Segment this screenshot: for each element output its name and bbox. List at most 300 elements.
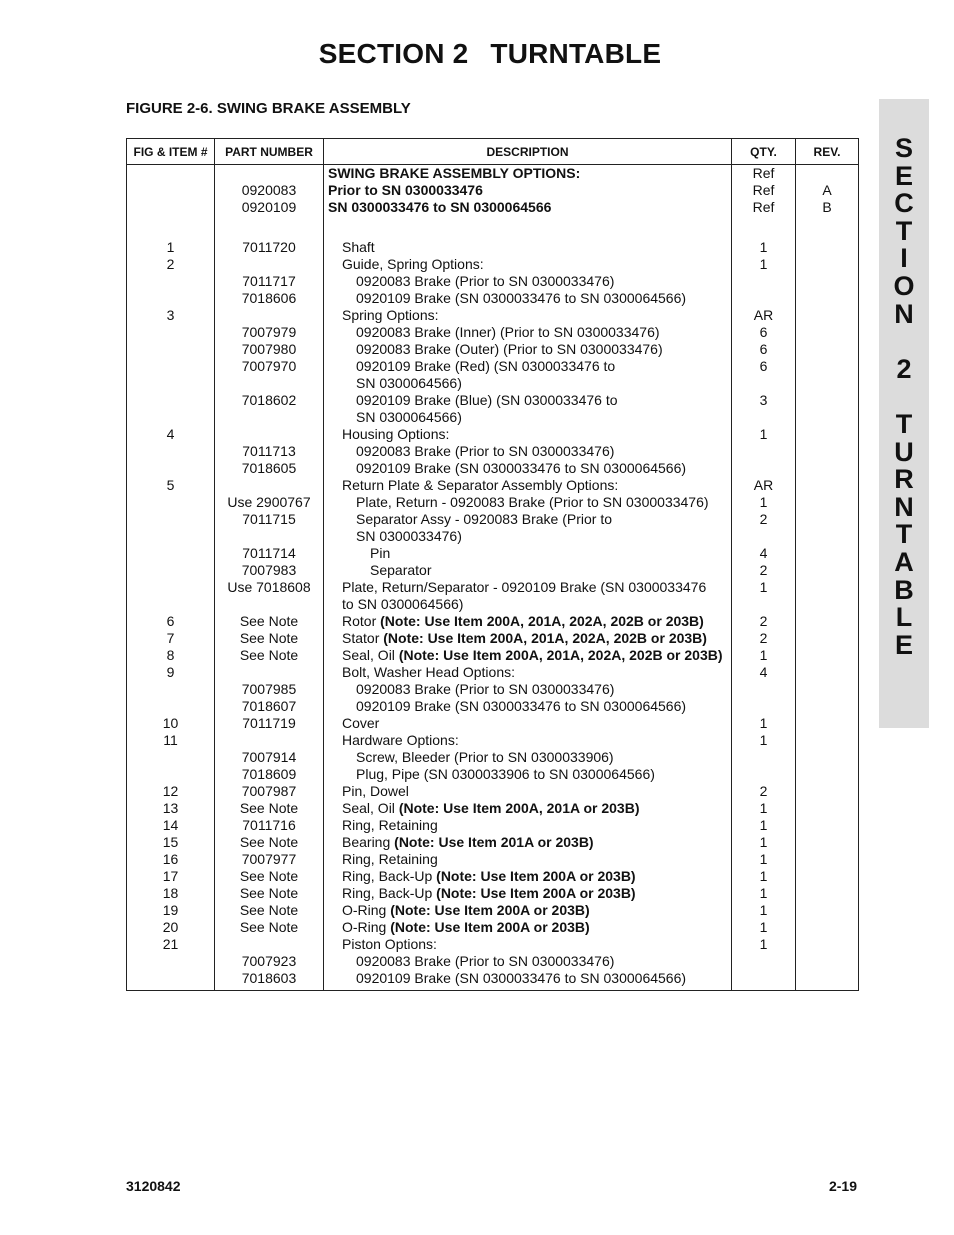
quantity-cell: AR [732,307,796,324]
part-number-cell: 7011719 [215,715,324,732]
description-cell [324,936,732,953]
part-number-cell: 7007970 [215,358,324,392]
table-row [127,392,859,426]
page-title [0,38,954,70]
description-note: (Note: Use Item 200A or 203B) [390,902,590,918]
side-tab-letter: T [895,215,913,246]
table-row [127,936,859,953]
item-number-cell: 10 [127,715,215,732]
side-tab-letter: T [895,519,913,550]
quantity-cell [732,749,796,766]
table-header-row [127,139,859,165]
part-number-cell: 7011714 [215,545,324,562]
side-tab-letter: C [894,188,914,219]
quantity-cell: 1 [732,426,796,443]
table-row [127,749,859,766]
side-tab-letter: O [893,270,915,301]
part-number-cell: 7007987 [215,783,324,800]
part-number-cell: See Note [215,613,324,630]
description-cell [324,647,732,664]
description-cell [324,477,732,494]
description-cell [324,902,732,919]
quantity-cell: 1 [732,732,796,749]
item-number-cell: 9 [127,664,215,681]
table-row [127,851,859,868]
part-number-cell: 7011720 [215,216,324,256]
description-cell [324,953,732,970]
table-row [127,579,859,613]
table-row [127,817,859,834]
description-text: Pin [370,545,391,561]
item-number-cell [127,511,215,545]
description-cell [324,182,732,199]
revision-cell [796,630,859,647]
description-text: Cover [342,715,380,731]
item-number-cell: 19 [127,902,215,919]
table-row [127,919,859,936]
revision-cell [796,698,859,715]
part-number-cell: See Note [215,834,324,851]
revision-cell [796,460,859,477]
item-number-cell: 17 [127,868,215,885]
item-number-cell [127,182,215,199]
quantity-cell: 1 [732,885,796,902]
revision-cell [796,324,859,341]
part-number-cell: 7007977 [215,851,324,868]
description-text: 0920109 Brake (SN 0300033476 to SN 0300064566) [356,290,687,306]
revision-cell [796,392,859,426]
quantity-cell: 1 [732,851,796,868]
revision-cell [796,868,859,885]
table-row [127,494,859,511]
item-number-cell: 18 [127,885,215,902]
description-cell [324,681,732,698]
part-number-cell: 7007914 [215,749,324,766]
quantity-cell: 1 [732,902,796,919]
description-text: Pin, Dowel [342,783,409,799]
revision-cell [796,256,859,273]
table-row [127,199,859,216]
side-tab-letter: A [894,546,914,577]
quantity-cell: 1 [732,715,796,732]
revision-cell [796,562,859,579]
revision-cell [796,443,859,460]
part-number-cell: 7007979 [215,324,324,341]
description-text: Bolt, Washer Head Options: [342,664,516,680]
item-number-cell: 11 [127,732,215,749]
side-tab-letter [879,328,929,356]
revision-cell [796,647,859,664]
part-number-cell: 7018606 [215,290,324,307]
revision-cell [796,664,859,681]
part-number-cell: 7011713 [215,443,324,460]
description-text: Bearing [342,834,395,850]
table-row [127,783,859,800]
side-tab-letter: L [895,602,913,633]
description-text: Seal, Oil [342,800,399,816]
part-number-cell [215,165,324,183]
part-number-cell: 7018603 [215,970,324,991]
item-number-cell [127,953,215,970]
quantity-cell: 6 [732,341,796,358]
section-label: SECTION 2 [318,38,469,69]
description-cell [324,358,732,392]
revision-cell [796,851,859,868]
description-text: Seal, Oil [342,647,399,663]
quantity-cell: 2 [732,511,796,545]
description-cell [324,290,732,307]
revision-cell [796,426,859,443]
item-number-cell [127,970,215,991]
quantity-cell: 6 [732,358,796,392]
quantity-cell [732,290,796,307]
item-number-cell: 21 [127,936,215,953]
description-cell [324,970,732,991]
table-row [127,324,859,341]
description-text-continued: SN 0300064566) [356,409,462,425]
table-row [127,647,859,664]
description-text: SN 0300033476 to SN 0300064566 [328,199,552,215]
revision-cell [796,817,859,834]
parts-table [126,138,859,991]
quantity-cell: 4 [732,545,796,562]
part-number-cell [215,936,324,953]
figure-title: FIGURE 2-6. SWING BRAKE ASSEMBLY [126,100,411,117]
description-text: Separator Assy - 0920083 Brake (Prior to [356,511,613,527]
description-text: O-Ring [342,919,391,935]
quantity-cell: 1 [732,919,796,936]
revision-cell [796,290,859,307]
description-text: 0920083 Brake (Prior to SN 0300033476) [356,273,615,289]
side-tab-letter: E [894,629,913,660]
description-cell [324,460,732,477]
description-text: 0920109 Brake (SN 0300033476 to SN 0300064566) [356,460,687,476]
revision-cell [796,902,859,919]
parts-table-body [127,165,859,991]
revision-cell [796,766,859,783]
description-cell [324,324,732,341]
description-text: Prior to SN 0300033476 [328,182,483,198]
description-text: Plug, Pipe (SN 0300033906 to SN 0300064566) [356,766,655,782]
item-number-cell: 14 [127,817,215,834]
description-text: Shaft [342,239,375,255]
description-text: Return Plate & Separator Assembly Options: [342,477,619,493]
item-number-cell [127,341,215,358]
part-number-cell: 7018605 [215,460,324,477]
description-cell [324,341,732,358]
item-number-cell: 5 [127,477,215,494]
document-number: 3120842 [126,1178,181,1194]
page-number: 2-19 [828,1178,857,1194]
revision-cell [796,307,859,324]
description-text: Spring Options: [342,307,439,323]
revision-cell [796,477,859,494]
table-row [127,800,859,817]
description-note: (Note: Use Item 201A or 203B) [394,834,594,850]
description-cell [324,426,732,443]
quantity-cell: 1 [732,647,796,664]
part-number-cell: 7007923 [215,953,324,970]
description-text: Separator [370,562,432,578]
description-cell [324,800,732,817]
part-number-cell: See Note [215,902,324,919]
side-tab-letter: E [894,160,913,191]
description-cell [324,165,732,183]
quantity-cell: 1 [732,834,796,851]
description-text: O-Ring [342,902,391,918]
description-text: Screw, Bleeder (Prior to SN 0300033906) [356,749,614,765]
revision-cell: B [796,199,859,216]
table-row [127,443,859,460]
side-tab-letter: I [900,243,908,274]
description-text: Hardware Options: [342,732,459,748]
quantity-cell: Ref [732,199,796,216]
item-number-cell: 2 [127,256,215,273]
item-number-cell: 7 [127,630,215,647]
description-text: 0920083 Brake (Prior to SN 0300033476) [356,953,615,969]
revision-cell: A [796,182,859,199]
revision-cell [796,749,859,766]
quantity-cell [732,766,796,783]
table-row [127,681,859,698]
part-number-cell: 7007983 [215,562,324,579]
part-number-cell: 7018602 [215,392,324,426]
quantity-cell: Ref [732,182,796,199]
quantity-cell: 1 [732,494,796,511]
part-number-cell: 0920083 [215,182,324,199]
col-header-rev: REV. [796,139,859,165]
table-row [127,630,859,647]
part-number-cell: 7011717 [215,273,324,290]
part-number-cell: 7007985 [215,681,324,698]
quantity-cell [732,970,796,991]
description-cell [324,766,732,783]
description-cell [324,749,732,766]
description-text: Guide, Spring Options: [342,256,484,272]
col-header-item: FIG & ITEM # [127,139,215,165]
description-cell [324,545,732,562]
description-cell [324,199,732,216]
quantity-cell: 1 [732,868,796,885]
table-row [127,256,859,273]
table-row [127,290,859,307]
item-number-cell: 8 [127,647,215,664]
item-number-cell [127,358,215,392]
description-cell [324,307,732,324]
description-text: Housing Options: [342,426,450,442]
part-number-cell: See Note [215,800,324,817]
table-row [127,902,859,919]
quantity-cell: Ref [732,165,796,183]
table-row [127,732,859,749]
table-row [127,307,859,324]
quantity-cell [732,681,796,698]
description-note: (Note: Use Item 200A or 203B) [390,919,590,935]
revision-cell [796,919,859,936]
item-number-cell [127,165,215,183]
revision-cell [796,953,859,970]
col-header-qty: QTY. [732,139,796,165]
section-name: TURNTABLE [490,38,662,69]
description-note: (Note: Use Item 200A, 201A, 202A, 202B or 203B) [398,647,723,663]
quantity-cell [732,460,796,477]
description-cell [324,868,732,885]
description-note: (Note: Use Item 200A, 201A or 203B) [398,800,640,816]
description-text: Ring, Back-Up [342,885,437,901]
revision-cell [796,358,859,392]
section-side-tab [879,99,929,728]
revision-cell [796,715,859,732]
description-cell [324,216,732,256]
part-number-cell [215,307,324,324]
item-number-cell [127,562,215,579]
quantity-cell: 2 [732,613,796,630]
description-text: Piston Options: [342,936,437,952]
revision-cell [796,579,859,613]
quantity-cell: 6 [732,324,796,341]
item-number-cell [127,681,215,698]
part-number-cell: 0920109 [215,199,324,216]
part-number-cell: See Note [215,885,324,902]
table-row [127,664,859,681]
revision-cell [796,800,859,817]
part-number-cell: 7007980 [215,341,324,358]
description-text: 0920083 Brake (Outer) (Prior to SN 0300033476) [356,341,663,357]
item-number-cell: 4 [127,426,215,443]
quantity-cell: 1 [732,817,796,834]
description-cell [324,392,732,426]
part-number-cell: 7011716 [215,817,324,834]
item-number-cell [127,460,215,477]
table-row [127,885,859,902]
table-row [127,834,859,851]
item-number-cell: 1 [127,216,215,256]
description-cell [324,732,732,749]
part-number-cell: Use 7018608 [215,579,324,613]
description-text: SWING BRAKE ASSEMBLY OPTIONS: [328,165,581,181]
table-row [127,766,859,783]
quantity-cell: 1 [732,579,796,613]
revision-cell [796,834,859,851]
revision-cell [796,494,859,511]
table-row [127,562,859,579]
item-number-cell [127,698,215,715]
description-text: Ring, Back-Up [342,868,437,884]
table-row [127,613,859,630]
part-number-cell: See Note [215,919,324,936]
table-row [127,460,859,477]
description-cell [324,273,732,290]
side-tab-letter: R [894,464,914,495]
side-tab-letter: N [894,491,914,522]
description-cell [324,851,732,868]
side-tab-letter [879,383,929,411]
description-text: 0920109 Brake (Blue) (SN 0300033476 to [356,392,618,408]
revision-cell [796,783,859,800]
quantity-cell [732,443,796,460]
table-row [127,182,859,199]
description-note: (Note: Use Item 200A or 203B) [436,868,636,884]
revision-cell [796,936,859,953]
description-text: 0920109 Brake (Red) (SN 0300033476 to [356,358,616,374]
description-note: (Note: Use Item 200A or 203B) [436,885,636,901]
table-row [127,273,859,290]
revision-cell [796,341,859,358]
revision-cell [796,970,859,991]
quantity-cell: 1 [732,800,796,817]
revision-cell [796,613,859,630]
description-text: Plate, Return - 0920083 Brake (Prior to SN 0300033476) [356,494,709,510]
item-number-cell [127,324,215,341]
quantity-cell: 2 [732,783,796,800]
col-header-description: DESCRIPTION [324,139,732,165]
description-cell [324,511,732,545]
item-number-cell: 3 [127,307,215,324]
item-number-cell [127,290,215,307]
part-number-cell: 7011715 [215,511,324,545]
revision-cell [796,165,859,183]
quantity-cell: 3 [732,392,796,426]
description-note: (Note: Use Item 200A, 201A, 202A, 202B or 203B) [380,613,704,629]
description-text-continued: SN 0300064566) [356,375,462,391]
col-header-part-number: PART NUMBER [215,139,324,165]
item-number-cell [127,579,215,613]
item-number-cell: 16 [127,851,215,868]
side-tab-letter: B [894,574,914,605]
table-row [127,953,859,970]
description-cell [324,783,732,800]
quantity-cell: 1 [732,936,796,953]
description-cell [324,613,732,630]
description-text: Plate, Return/Separator - 0920109 Brake (SN 0300033476 [342,579,707,595]
item-number-cell [127,199,215,216]
quantity-cell: 2 [732,630,796,647]
table-row [127,970,859,991]
description-cell [324,834,732,851]
item-number-cell: 6 [127,613,215,630]
description-cell [324,698,732,715]
description-cell [324,715,732,732]
item-number-cell: 15 [127,834,215,851]
quantity-cell: 2 [732,562,796,579]
item-number-cell [127,545,215,562]
description-cell [324,256,732,273]
quantity-cell: 1 [732,256,796,273]
part-number-cell: Use 2900767 [215,494,324,511]
table-row [127,698,859,715]
quantity-cell: AR [732,477,796,494]
part-number-cell [215,664,324,681]
item-number-cell [127,273,215,290]
side-tab-letter: U [894,436,914,467]
quantity-cell: 1 [732,216,796,256]
description-cell [324,443,732,460]
item-number-cell: 12 [127,783,215,800]
item-number-cell [127,749,215,766]
side-tab-letter: N [894,298,914,329]
side-tab-letter: T [895,408,913,439]
item-number-cell [127,443,215,460]
description-text-continued: SN 0300033476) [356,528,462,544]
item-number-cell [127,766,215,783]
quantity-cell [732,953,796,970]
revision-cell [796,545,859,562]
description-text: 0920083 Brake (Prior to SN 0300033476) [356,681,615,697]
description-cell [324,919,732,936]
description-text: 0920109 Brake (SN 0300033476 to SN 0300064566) [356,970,687,986]
part-number-cell: 7018607 [215,698,324,715]
quantity-cell [732,273,796,290]
